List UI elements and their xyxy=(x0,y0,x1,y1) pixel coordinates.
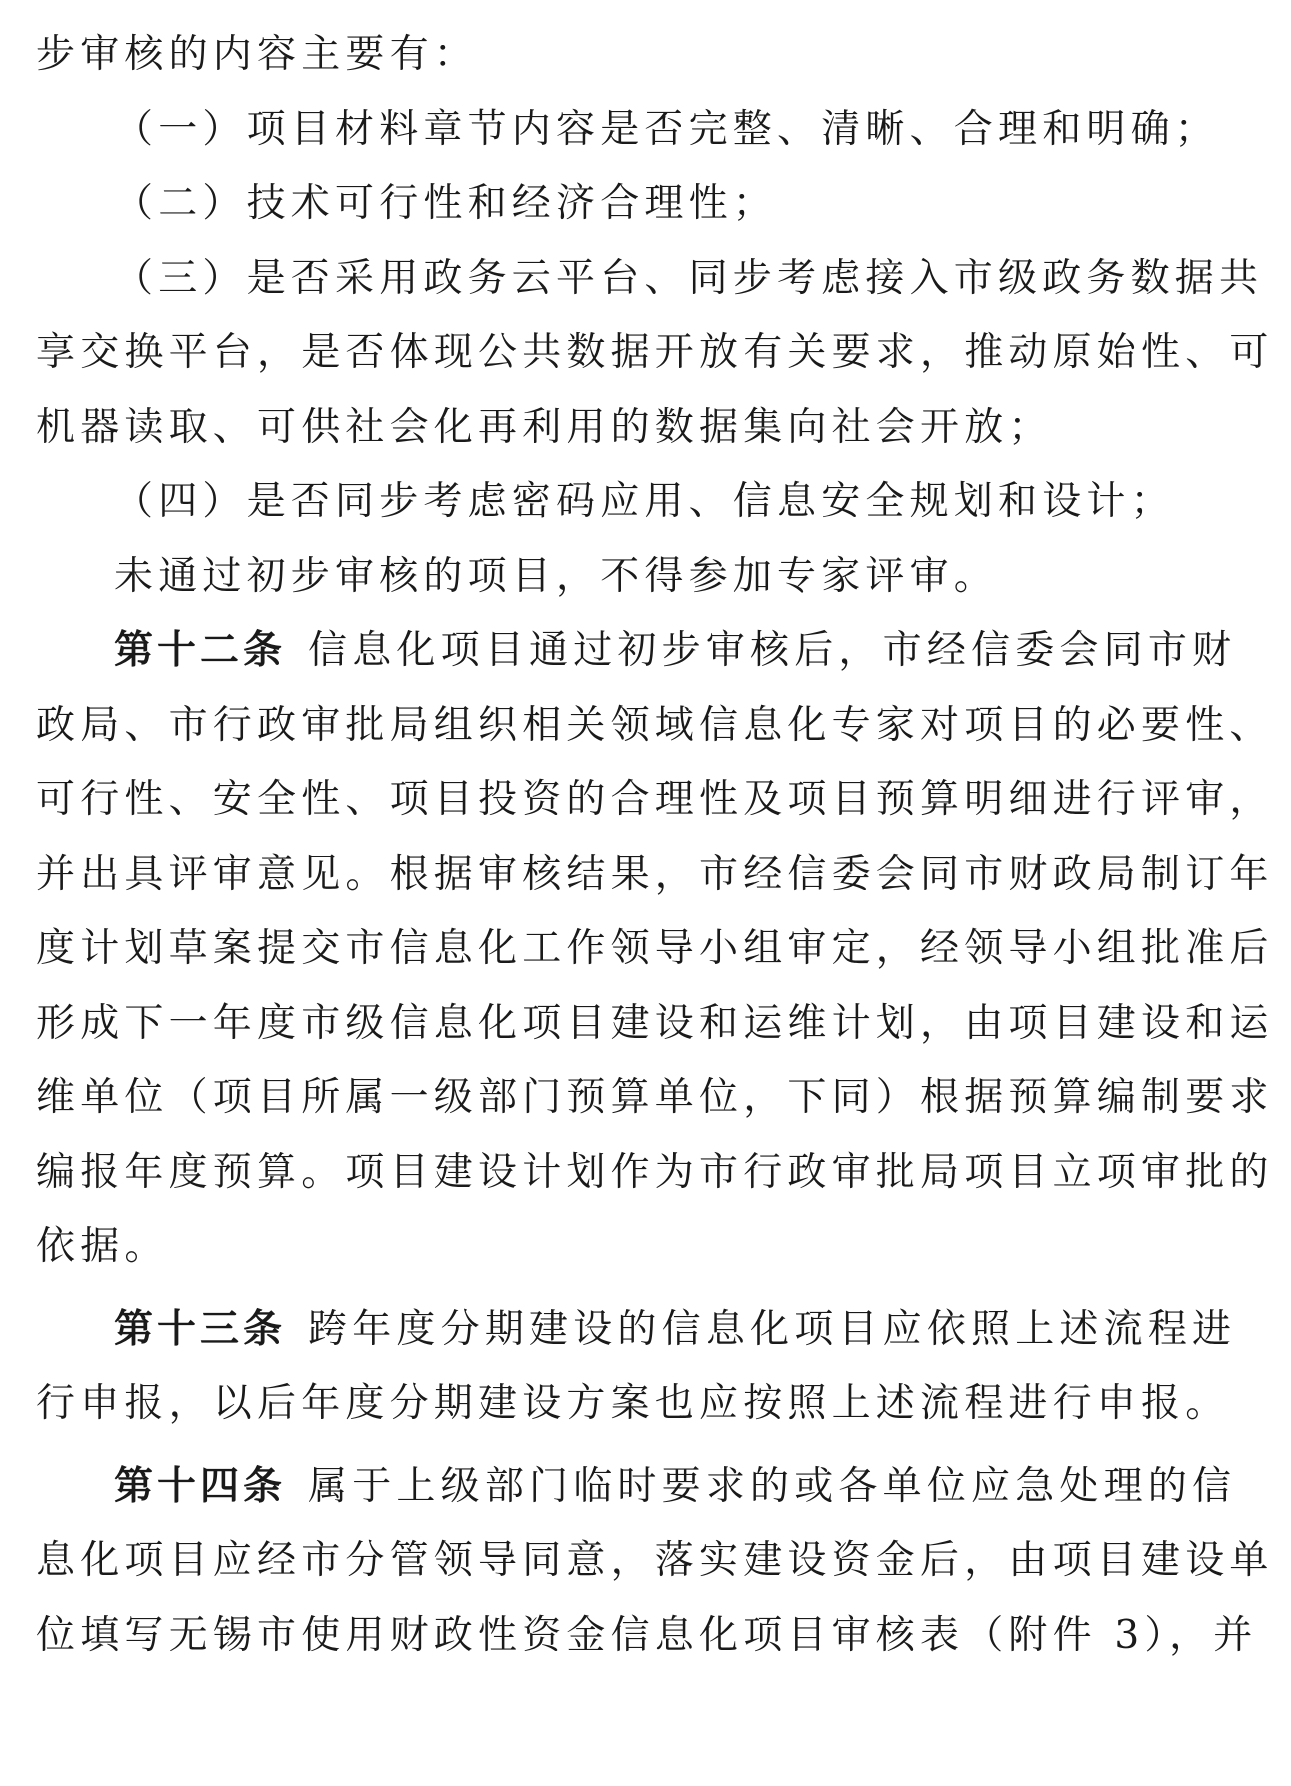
article-12-line: 编报年度预算。项目建设计划作为市行政审批局项目立项审批的 xyxy=(36,1149,1274,1195)
article-14-line: 息化项目应经市分管领导同意，落实建设资金后，由项目建设单 xyxy=(36,1538,1274,1583)
article-12-line: 并出具评审意见。根据审核结果，市经信委会同市财政局制订年 xyxy=(36,851,1274,897)
article-12-line: 政局、市行政审批局组织相关领域信息化专家对项目的必要性、 xyxy=(36,702,1274,748)
article-13-first-line xyxy=(36,1293,1263,1368)
article-12-line: 形成下一年度市级信息化项目建设和运维计划，由项目建设和运 xyxy=(36,1000,1274,1046)
article-13-text: 跨年度分期建设的信息化项目应依照上述流程进 xyxy=(308,1306,1237,1352)
article-13-title: 第十三条 xyxy=(114,1306,287,1352)
article-14-title: 第十四条 xyxy=(114,1463,287,1509)
article-12-line: 可行性、安全性、项目投资的合理性及项目预算明细进行评审， xyxy=(36,777,1274,822)
review-note: 未通过初步审核的项目，不得参加专家评审。 xyxy=(114,553,999,599)
article-12-line: 依据。 xyxy=(36,1224,169,1269)
review-item-1: （一）项目材料章节内容是否完整、清晰、合理和明确； xyxy=(114,106,1220,152)
article-14-line: 位填写无锡市使用财政性资金信息化项目审核表（附件 3），并 xyxy=(36,1612,1258,1658)
article-12-title: 第十二条 xyxy=(114,628,287,673)
review-item-4: （四）是否同步考虑密码应用、信息安全规划和设计； xyxy=(114,479,1175,524)
article-13-line: 行申报，以后年度分期建设方案也应按照上述流程进行申报。 xyxy=(36,1381,1230,1426)
review-item-3: （三）是否采用政务云平台、同步考虑接入市级政务数据共 xyxy=(114,255,1264,301)
article-12-line: 度计划草案提交市信息化工作领导小组审定，经领导小组批准后 xyxy=(36,926,1274,971)
article-12-line: 维单位（项目所属一级部门预算单位，下同）根据预算编制要求 xyxy=(36,1075,1274,1120)
review-item-3-cont: 机器读取、可供社会化再利用的数据集向社会开放； xyxy=(36,404,1053,450)
review-item-2: （二）技术可行性和经济合理性； xyxy=(114,181,778,226)
article-12-text: 信息化项目通过初步审核后，市经信委会同市财 xyxy=(308,628,1237,673)
intro-line: 步审核的内容主要有： xyxy=(36,32,479,77)
review-item-3-cont: 享交换平台，是否体现公共数据开放有关要求，推动原始性、可 xyxy=(36,330,1274,375)
article-14-text: 属于上级部门临时要求的或各单位应急处理的信 xyxy=(308,1463,1237,1509)
article-14-first-line xyxy=(36,1450,1263,1525)
article-12-first-line xyxy=(36,614,1263,689)
